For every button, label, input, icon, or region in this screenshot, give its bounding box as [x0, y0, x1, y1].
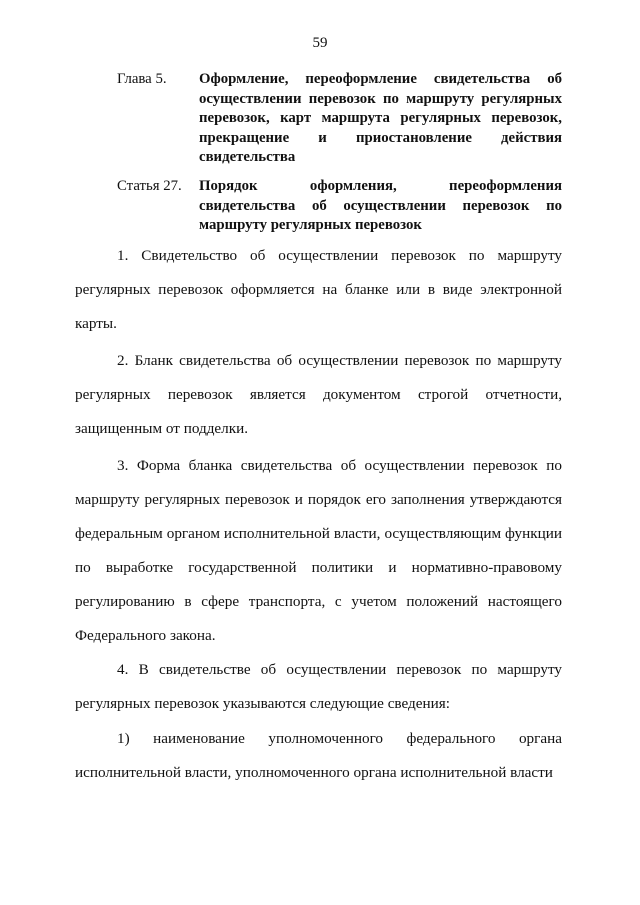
paragraph-2: 2. Бланк свидетельства об осуществлении перевозок по маршруту регулярных перевозок является документом строгой отчетности, защищенным от подделки.	[75, 352, 562, 437]
chapter-label: Глава 5.	[117, 71, 167, 87]
paragraph-4: 4. В свидетельстве об осуществлении перевозок по маршруту регулярных перевозок указываются следующие сведения:	[75, 661, 562, 712]
chapter-heading	[117, 70, 562, 168]
article-title: Порядок оформления, переоформления свидетельства об осуществлении перевозок по маршруту регулярных перевозок	[199, 178, 562, 233]
list-item-1: 1) наименование уполномоченного федерального органа исполнительной власти, уполномоченного органа исполнительной власти	[75, 730, 562, 781]
chapter-title: Оформление, переоформление свидетельства об осуществлении перевозок по маршруту регулярных перевозок, карт маршрута регулярных перевозок, прекращение и приостановление действия свидетельства	[199, 71, 562, 165]
paragraph-3: 3. Форма бланка свидетельства об осуществлении перевозок по маршруту регулярных перевозок и порядок его заполнения утверждаются федеральным органом исполнительной власти, осуществляющим функции по выработке государственной политики и нормативно-правовому регулированию в сфере транспорта, с учетом положений настоящего Федерального закона.	[75, 457, 562, 644]
article-heading	[117, 177, 562, 236]
article-label: Статья 27.	[117, 178, 182, 194]
page-number: 59	[312, 35, 328, 51]
paragraph-1: 1. Свидетельство об осуществлении перевозок по маршруту регулярных перевозок оформляется на бланке или в виде электронной карты.	[75, 247, 562, 332]
